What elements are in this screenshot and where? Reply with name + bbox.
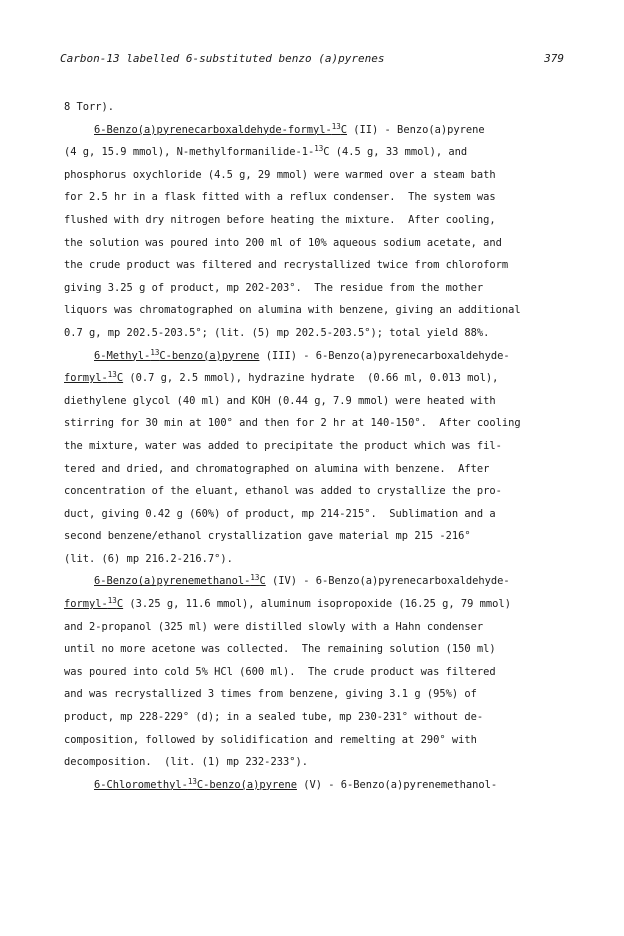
text-line: liquors was chromatographed on alumina with benzene, giving an additional <box>64 304 521 317</box>
text-line: duct, giving 0.42 g (60%) of product, mp 214-215°. Sublimation and a <box>64 507 496 520</box>
text-line: phosphorus oxychloride (4.5 g, 29 mmol) were warmed over a steam bath <box>64 168 496 181</box>
text-line: flushed with dry nitrogen before heating the mixture. After cooling, <box>64 213 496 226</box>
text-line: and 2-propanol (325 ml) were distilled slowly with a Hahn condenser <box>64 620 484 633</box>
heading-underlined: 6-Benzo(a)pyrenemethanol-$^{13}$C <box>94 573 266 588</box>
compound-heading-iv: 6-Benzo(a)pyrenemethanol-$^{13}$C (IV) - 6-Benzo(a)pyrenecarboxaldehyde- <box>94 573 510 588</box>
text-line: composition, followed by solidification and remelting at 290° with <box>64 733 477 746</box>
compound-heading-ii: 6-Benzo(a)pyrenecarboxaldehyde-formyl-$^{13}$C (II) - Benzo(a)pyrene <box>94 121 485 136</box>
heading-underlined: 6-Benzo(a)pyrenecarboxaldehyde-formyl-$^{13}$C <box>94 121 348 136</box>
body-text <box>64 96 564 796</box>
text-line: until no more acetone was collected. The remaining solution (150 ml) <box>64 643 496 656</box>
text-line: tered and dried, and chromatographed on alumina with benzene. After <box>64 462 490 475</box>
running-title: Carbon-13 labelled 6-substituted benzo (a)pyrenes <box>60 52 385 65</box>
text-line: second benzene/ethanol crystallization gave material mp 215 -216° <box>64 530 471 543</box>
page-number: 379 <box>544 52 564 65</box>
compound-heading-v: 6-Chloromethyl-$^{13}$C-benzo(a)pyrene (V) - 6-Benzo(a)pyrenemethanol- <box>94 776 498 791</box>
text-line: (lit. (6) mp 216.2-216.7°). <box>64 552 233 565</box>
text-line: the solution was poured into 200 ml of 10% aqueous sodium acetate, and <box>64 236 502 249</box>
text-line: 8 Torr). <box>64 101 115 113</box>
text-line: (4 g, 15.9 mmol), N-methylformanilide-1-$^{13}$C (4.5 g, 33 mmol), and <box>64 144 468 159</box>
text-line: the mixture, water was added to precipitate the product which was fil- <box>64 439 502 452</box>
text-line: formyl-$^{13}$C (0.7 g, 2.5 mmol), hydrazine hydrate (0.66 ml, 0.013 mol), <box>64 370 499 385</box>
text-line: giving 3.25 g of product, mp 202-203°. The residue from the mother <box>64 281 484 294</box>
running-header <box>60 52 564 72</box>
text-line: decomposition. (lit. (1) mp 232-233°). <box>64 756 308 769</box>
heading-underlined: 6-Chloromethyl-$^{13}$C-benzo(a)pyrene <box>94 776 297 791</box>
text-line: the crude product was filtered and recrystallized twice from chloroform <box>64 259 509 272</box>
text-line: diethylene glycol (40 ml) and KOH (0.44 g, 7.9 mmol) were heated with <box>64 394 496 407</box>
text-line: was poured into cold 5% HCl (600 ml). The crude product was filtered <box>64 665 496 678</box>
text-line: stirring for 30 min at 100° and then for 2 hr at 140-150°. After cooling <box>64 417 521 430</box>
heading-underlined: 6-Methyl-$^{13}$C-benzo(a)pyrene <box>94 347 260 362</box>
compound-heading-iii: 6-Methyl-$^{13}$C-benzo(a)pyrene (III) - 6-Benzo(a)pyrenecarboxaldehyde- <box>94 347 510 362</box>
text-line: and was recrystallized 3 times from benzene, giving 3.1 g (95%) of <box>64 688 477 701</box>
text-line: for 2.5 hr in a flask fitted with a reflux condenser. The system was <box>64 191 496 204</box>
text-line: product, mp 228-229° (d); in a sealed tube, mp 230-231° without de- <box>64 711 484 724</box>
text-line: concentration of the eluant, ethanol was added to crystallize the pro- <box>64 485 502 498</box>
text-line: formyl-$^{13}$C (3.25 g, 11.6 mmol), aluminum isopropoxide (16.25 g, 79 mmol) <box>64 596 511 611</box>
text-line: 0.7 g, mp 202.5-203.5°; (lit. (5) mp 202.5-203.5°); total yield 88%. <box>64 326 490 339</box>
